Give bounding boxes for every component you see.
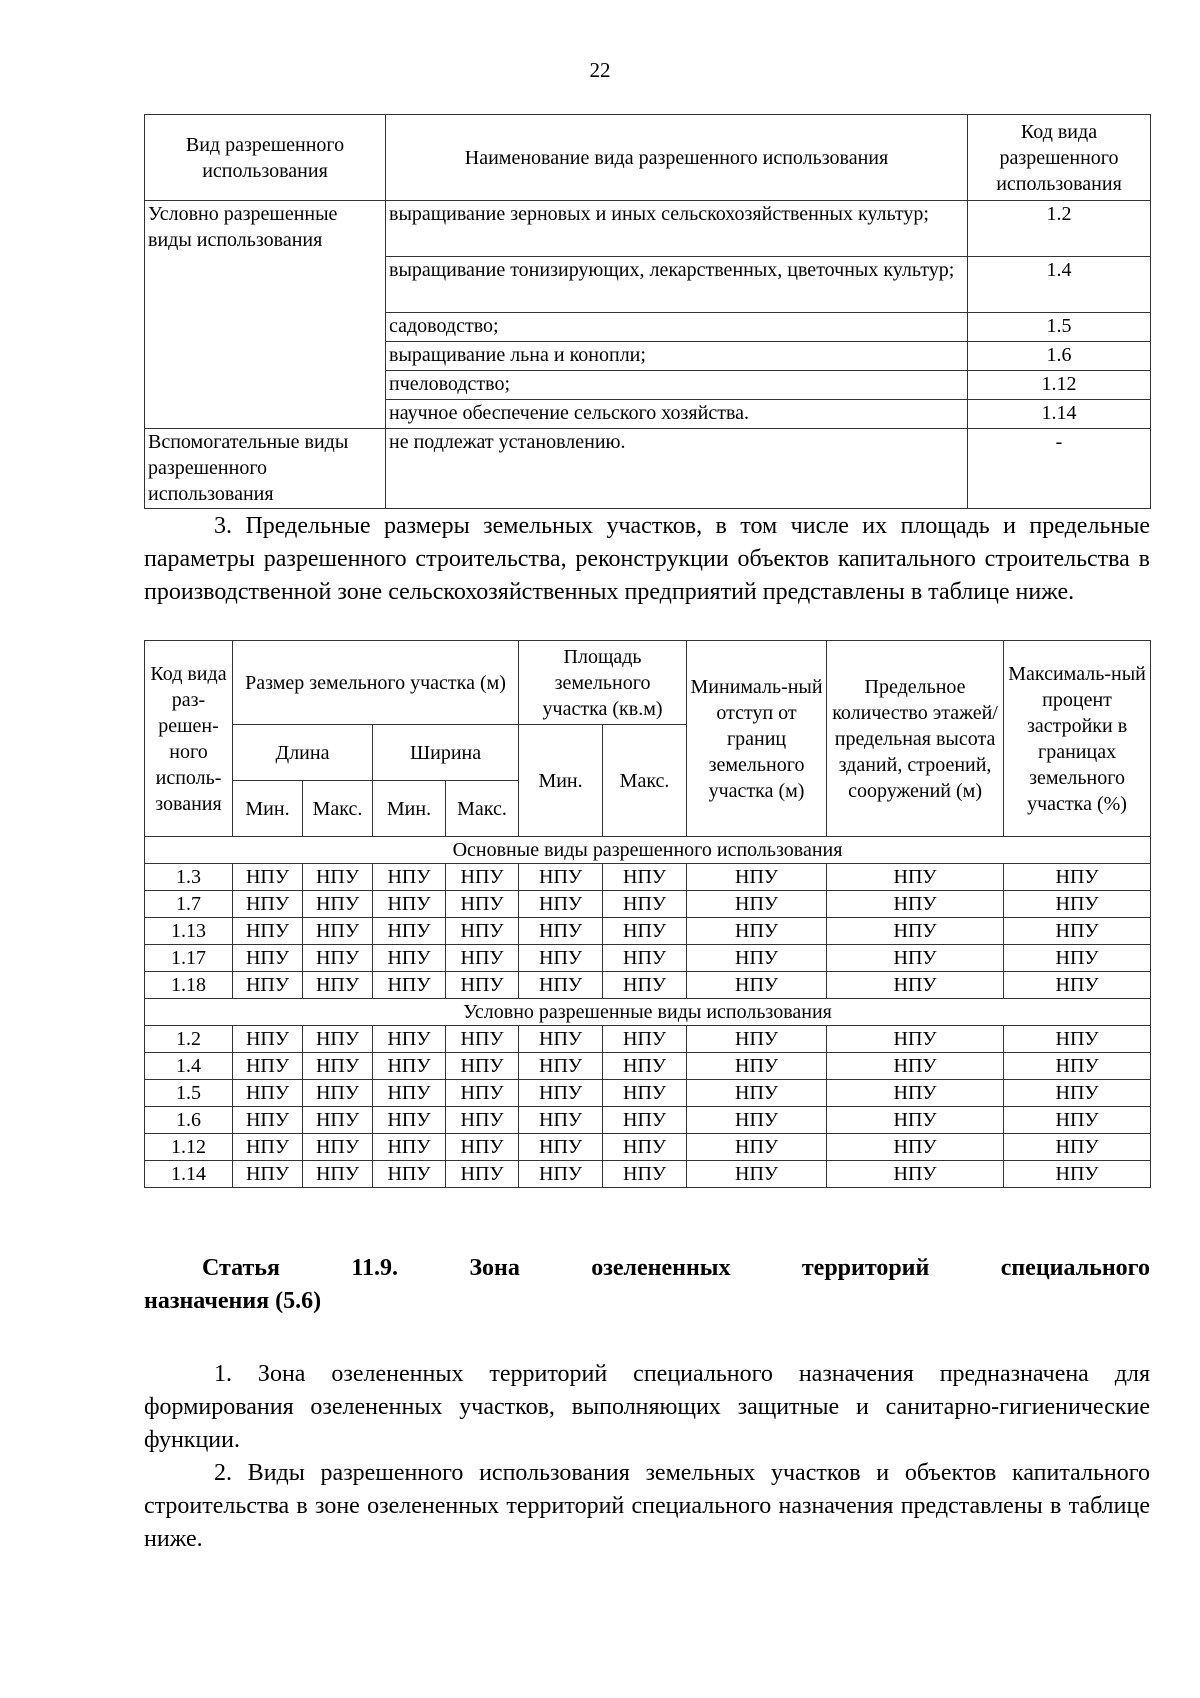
row-value: НПУ (373, 1080, 446, 1107)
row-value: НПУ (303, 945, 373, 972)
row-value: НПУ (373, 1134, 446, 1161)
row-value: НПУ (603, 1161, 687, 1188)
row-value: НПУ (687, 1053, 827, 1080)
row-value: НПУ (827, 1053, 1004, 1080)
row-value: НПУ (446, 1134, 519, 1161)
header-area-max: Макс. (603, 725, 687, 837)
auxiliary-name: не подлежат установлению. (386, 429, 968, 509)
header-size: Размер земельного участка (м) (233, 641, 519, 725)
use-name: выращивание тонизирующих, лекарственных, цветочных культур; (386, 257, 968, 313)
row-value: НПУ (687, 1134, 827, 1161)
row-value: НПУ (233, 891, 303, 918)
row-code: 1.13 (145, 918, 233, 945)
parameters-table (144, 640, 1151, 1188)
row-code: 1.12 (145, 1134, 233, 1161)
row-value: НПУ (1004, 918, 1151, 945)
article-word-6: специального (1000, 1255, 1150, 1281)
row-value: НПУ (1004, 1053, 1151, 1080)
row-value: НПУ (603, 1053, 687, 1080)
table-row (145, 1026, 1151, 1053)
use-name: выращивание зерновых и иных сельскохозяйственных культур; (386, 201, 968, 257)
table-row (145, 1107, 1151, 1134)
row-value: НПУ (827, 891, 1004, 918)
header-length-min: Мин. (233, 781, 303, 837)
row-value: НПУ (687, 945, 827, 972)
row-value: НПУ (233, 972, 303, 999)
row-value: НПУ (603, 1080, 687, 1107)
row-value: НПУ (303, 972, 373, 999)
header-width: Ширина (373, 725, 519, 781)
row-code: 1.14 (145, 1161, 233, 1188)
row-value: НПУ (373, 1026, 446, 1053)
row-value: НПУ (303, 918, 373, 945)
row-value: НПУ (1004, 1080, 1151, 1107)
row-value: НПУ (233, 918, 303, 945)
row-value: НПУ (827, 864, 1004, 891)
row-value: НПУ (687, 891, 827, 918)
use-name: выращивание льна и конопли; (386, 342, 968, 371)
row-value: НПУ (303, 1107, 373, 1134)
use-code: 1.12 (968, 371, 1151, 400)
header-width-max: Макс. (446, 781, 519, 837)
row-value: НПУ (1004, 864, 1151, 891)
row-value: НПУ (687, 1026, 827, 1053)
use-code: 1.5 (968, 313, 1151, 342)
row-value: НПУ (303, 1080, 373, 1107)
table-row (145, 918, 1151, 945)
row-value: НПУ (1004, 945, 1151, 972)
row-value: НПУ (603, 972, 687, 999)
header-code: Код вида раз-решен-ного исполь-зования (145, 641, 233, 837)
article-word-5: территорий (801, 1255, 930, 1281)
section-main: Основные виды разрешенного использования (145, 837, 1151, 864)
row-value: НПУ (687, 1080, 827, 1107)
row-value: НПУ (687, 918, 827, 945)
row-value: НПУ (446, 891, 519, 918)
header-area-min: Мин. (519, 725, 603, 837)
header-percent: Максималь-ный процент застройки в границах земельного участка (%) (1004, 641, 1151, 837)
article-word-4: озелененных (591, 1255, 731, 1281)
article-heading-line-2: назначения (5.6) (144, 1288, 322, 1314)
use-name: садоводство; (386, 313, 968, 342)
header-use-type: Вид разрешенного использования (145, 115, 386, 201)
table-row (145, 1053, 1151, 1080)
row-value: НПУ (446, 1053, 519, 1080)
row-value: НПУ (687, 972, 827, 999)
row-code: 1.7 (145, 891, 233, 918)
row-value: НПУ (519, 1026, 603, 1053)
row-value: НПУ (1004, 1026, 1151, 1053)
article-word-1: Статья (202, 1255, 280, 1281)
row-code: 1.3 (145, 864, 233, 891)
row-value: НПУ (373, 1107, 446, 1134)
table-row (145, 891, 1151, 918)
row-value: НПУ (519, 1080, 603, 1107)
row-value: НПУ (233, 1026, 303, 1053)
row-value: НПУ (827, 1026, 1004, 1053)
row-value: НПУ (373, 945, 446, 972)
row-code: 1.4 (145, 1053, 233, 1080)
header-width-min: Мин. (373, 781, 446, 837)
row-value: НПУ (446, 864, 519, 891)
row-value: НПУ (1004, 972, 1151, 999)
row-value: НПУ (603, 945, 687, 972)
row-value: НПУ (687, 1107, 827, 1134)
row-value: НПУ (446, 945, 519, 972)
use-code: 1.6 (968, 342, 1151, 371)
article-word-2: 11.9. (351, 1255, 398, 1281)
header-length: Длина (233, 725, 373, 781)
row-value: НПУ (373, 891, 446, 918)
row-code: 1.2 (145, 1026, 233, 1053)
row-value: НПУ (687, 1161, 827, 1188)
row-value: НПУ (233, 1107, 303, 1134)
use-name: научное обеспечение сельского хозяйства. (386, 400, 968, 429)
permitted-uses-table (144, 114, 1151, 509)
row-value: НПУ (446, 1026, 519, 1053)
auxiliary-label: Вспомогательные виды разрешенного использования (145, 429, 386, 509)
row-value: НПУ (1004, 1161, 1151, 1188)
row-value: НПУ (827, 918, 1004, 945)
row-value: НПУ (373, 918, 446, 945)
row-value: НПУ (233, 945, 303, 972)
row-value: НПУ (233, 1080, 303, 1107)
auxiliary-code: - (968, 429, 1151, 509)
table-row (145, 1161, 1151, 1188)
header-area: Площадь земельного участка (кв.м) (519, 641, 687, 725)
table-row (145, 864, 1151, 891)
row-code: 1.5 (145, 1080, 233, 1107)
row-code: 1.18 (145, 972, 233, 999)
row-value: НПУ (603, 1026, 687, 1053)
row-value: НПУ (303, 1161, 373, 1188)
paragraph-zone-1: 1. Зона озелененных территорий специального назначения предназначена для формирования озелененных участков, выполняющих защитные и санитарно-гигиенические функции. (144, 1361, 1150, 1453)
row-value: НПУ (519, 1161, 603, 1188)
row-value: НПУ (233, 864, 303, 891)
row-value: НПУ (446, 972, 519, 999)
row-value: НПУ (603, 891, 687, 918)
row-value: НПУ (303, 1026, 373, 1053)
row-code: 1.6 (145, 1107, 233, 1134)
header-length-max: Макс. (303, 781, 373, 837)
row-value: НПУ (373, 972, 446, 999)
row-value: НПУ (1004, 891, 1151, 918)
paragraph-3: 3. Предельные размеры земельных участков, в том числе их площадь и предельные параметры разрешенного строительства, реконструкции объектов капитального строительства в производственной зоне сельскохозяйственных предприятий представлены в таблице ниже. (144, 513, 1150, 605)
row-value: НПУ (827, 1161, 1004, 1188)
row-value: НПУ (373, 1053, 446, 1080)
paragraph-zone-2: 2. Виды разрешенного использования земельных участков и объектов капитального строительства в зоне озелененных территорий специального назначения представлены в таблице ниже. (144, 1460, 1150, 1552)
use-code: 1.4 (968, 257, 1151, 313)
row-value: НПУ (233, 1161, 303, 1188)
use-code: 1.2 (968, 201, 1151, 257)
table-row (145, 201, 1151, 257)
row-value: НПУ (827, 1134, 1004, 1161)
row-value: НПУ (303, 1134, 373, 1161)
row-value: НПУ (519, 864, 603, 891)
row-value: НПУ (603, 864, 687, 891)
row-value: НПУ (603, 1134, 687, 1161)
header-floors: Предельное количество этажей/ предельная высота зданий, строений, сооружений (м) (827, 641, 1004, 837)
row-value: НПУ (519, 891, 603, 918)
header-use-name: Наименование вида разрешенного использования (386, 115, 968, 201)
row-value: НПУ (373, 1161, 446, 1188)
row-value: НПУ (446, 1080, 519, 1107)
table-row (145, 1134, 1151, 1161)
header-use-code: Код вида разрешенного использования (968, 115, 1151, 201)
row-value: НПУ (519, 1134, 603, 1161)
row-value: НПУ (827, 945, 1004, 972)
row-value: НПУ (519, 972, 603, 999)
row-value: НПУ (687, 864, 827, 891)
row-value: НПУ (1004, 1134, 1151, 1161)
row-value: НПУ (519, 945, 603, 972)
section-conditional: Условно разрешенные виды использования (145, 999, 1151, 1026)
article-heading (144, 1252, 1150, 1318)
row-value: НПУ (827, 1080, 1004, 1107)
row-value: НПУ (446, 1161, 519, 1188)
row-value: НПУ (303, 1053, 373, 1080)
use-code: 1.14 (968, 400, 1151, 429)
row-code: 1.17 (145, 945, 233, 972)
page-number: 22 (589, 58, 611, 82)
row-value: НПУ (233, 1053, 303, 1080)
row-value: НПУ (519, 918, 603, 945)
row-value: НПУ (827, 972, 1004, 999)
row-value: НПУ (603, 918, 687, 945)
row-value: НПУ (827, 1107, 1004, 1134)
row-value: НПУ (373, 864, 446, 891)
table-row (145, 945, 1151, 972)
row-value: НПУ (1004, 1107, 1151, 1134)
conditional-label: Условно разрешенные виды использования (145, 201, 386, 429)
row-value: НПУ (233, 1134, 303, 1161)
row-value: НПУ (446, 1107, 519, 1134)
use-name: пчеловодство; (386, 371, 968, 400)
row-value: НПУ (519, 1107, 603, 1134)
table-row (145, 972, 1151, 999)
row-value: НПУ (603, 1107, 687, 1134)
row-value: НПУ (519, 1053, 603, 1080)
article-word-3: Зона (469, 1255, 520, 1281)
header-setback: Минималь-ный отступ от границ земельного участка (м) (687, 641, 827, 837)
table-row (145, 1080, 1151, 1107)
row-value: НПУ (446, 918, 519, 945)
row-value: НПУ (303, 864, 373, 891)
row-value: НПУ (303, 891, 373, 918)
